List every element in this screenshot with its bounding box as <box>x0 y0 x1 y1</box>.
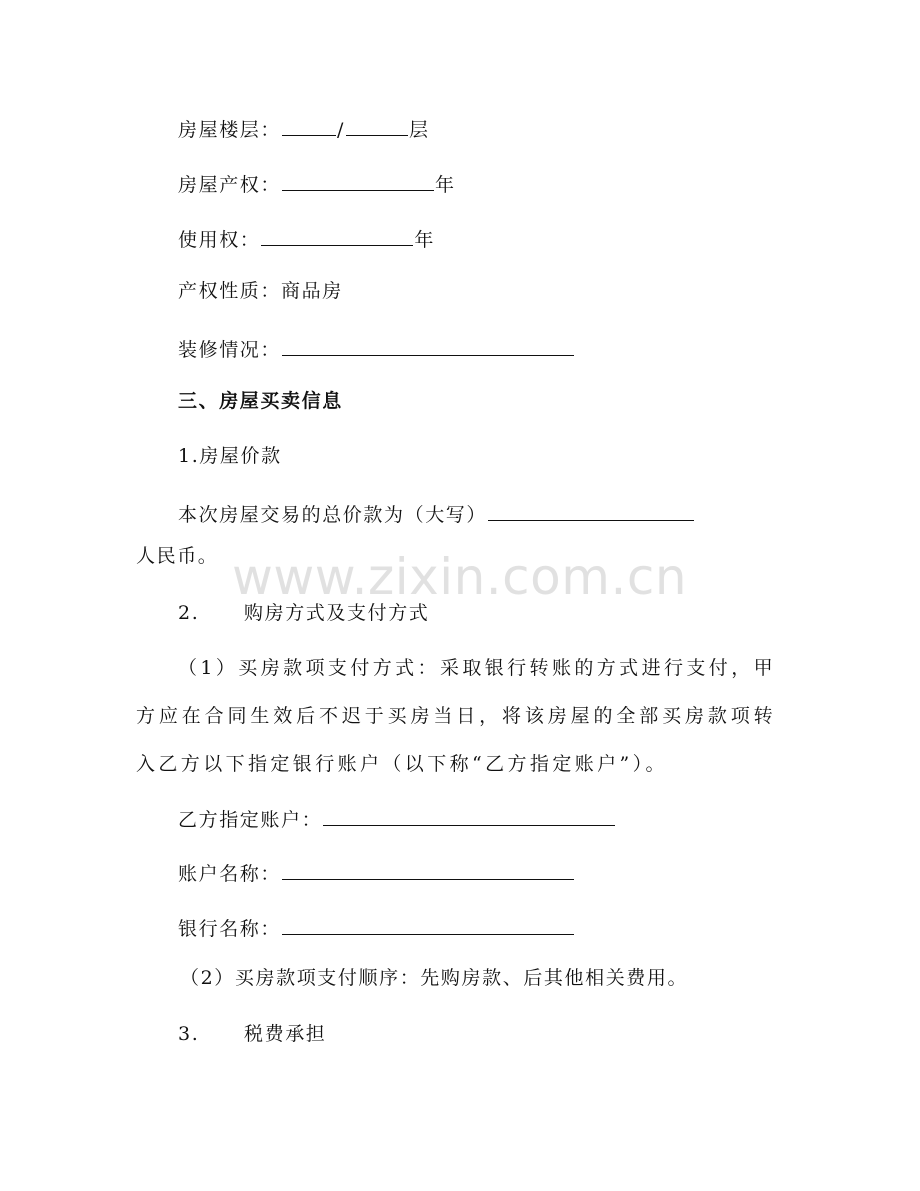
nature-row <box>178 282 343 301</box>
item-3-row <box>178 1025 326 1044</box>
decoration-blank <box>282 337 574 356</box>
payment-method-paragraph <box>136 644 776 788</box>
item-2-row <box>178 604 429 623</box>
floor-blank-2 <box>346 117 408 136</box>
bank-name-blank <box>282 916 574 935</box>
decoration-row <box>178 337 575 360</box>
bank-name-row <box>178 916 575 939</box>
floor-label: 房屋楼层： <box>178 119 282 141</box>
item-2-number: 2. <box>178 602 200 624</box>
nature-label: 产权性质： <box>178 280 282 302</box>
property-right-label: 房屋产权： <box>178 174 282 196</box>
floor-row <box>178 117 430 140</box>
floor-blank-1 <box>282 117 336 136</box>
account-name-blank <box>282 861 574 880</box>
property-right-row <box>178 172 456 195</box>
item-1-title: 1.房屋价款 <box>178 445 282 467</box>
payment-method-text: （1）买房款项支付方式：采取银行转账的方式进行支付，甲方应在合同生效后不迟于买房当日，将该房屋的全部买房款项转入乙方以下指定银行账户（以下称“乙方指定账户”）。 <box>136 657 776 775</box>
watermark: www.zixin.com.cn <box>232 548 688 606</box>
use-right-unit: 年 <box>414 229 436 251</box>
property-right-blank <box>282 172 434 191</box>
floor-unit: 层 <box>409 119 430 141</box>
payment-order-line: （2）买房款项支付顺序：先购房款、后其他相关费用。 <box>180 967 689 989</box>
item-3-title: 税费承担 <box>244 1023 327 1045</box>
designated-account-label: 乙方指定账户： <box>178 809 323 831</box>
designated-account-blank <box>323 807 615 826</box>
use-right-blank <box>261 227 413 246</box>
total-price-row <box>178 502 695 525</box>
total-price-currency: 人民币。 <box>136 545 219 567</box>
bank-name-label: 银行名称： <box>178 918 282 940</box>
account-name-label: 账户名称： <box>178 863 282 885</box>
use-right-label: 使用权： <box>178 229 261 251</box>
item-2-title: 购房方式及支付方式 <box>244 602 430 624</box>
section-3-title: 三、房屋买卖信息 <box>178 390 343 412</box>
item-3-number: 3. <box>178 1023 200 1045</box>
nature-value: 商品房 <box>281 280 343 302</box>
property-right-unit: 年 <box>435 174 456 196</box>
total-price-text: 本次房屋交易的总价款为（大写） <box>178 504 488 526</box>
account-name-row <box>178 861 575 884</box>
total-price-blank <box>488 502 694 521</box>
designated-account-row <box>178 807 616 830</box>
floor-separator: / <box>337 119 346 141</box>
decoration-label: 装修情况： <box>178 339 282 361</box>
use-right-row <box>178 227 435 250</box>
